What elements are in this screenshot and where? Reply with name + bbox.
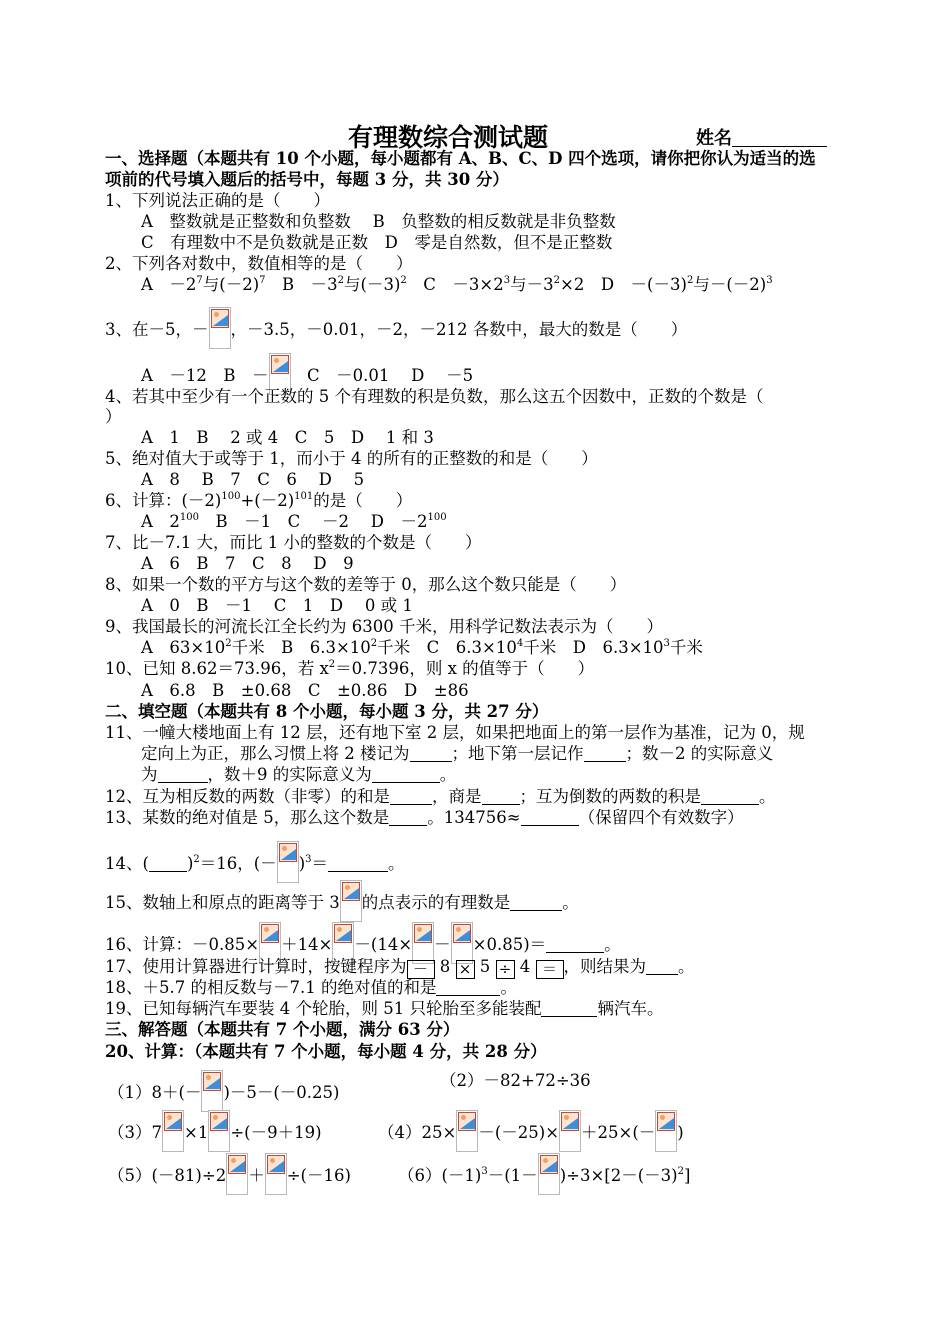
- q20-1a: （1）8＋(－: [108, 1083, 202, 1102]
- q2-b: B －3: [265, 275, 338, 294]
- q11-line3: [141, 764, 456, 785]
- multiply-key: ×: [456, 960, 475, 979]
- q9-d: 千米 D 6.3×10: [523, 638, 664, 657]
- q6-stem-c: 的是（ ）: [313, 491, 413, 510]
- q11-text-a: 定向上为正，那么习惯上将 2 楼记为: [141, 744, 410, 763]
- q15-text-b: 的点表示的有理数是: [361, 893, 511, 912]
- q14-text-g: 。: [388, 854, 405, 873]
- q2-options: [141, 274, 773, 295]
- q12-text-a: 12、互为相反数的两数（非零）的和是: [105, 787, 390, 806]
- q6-stem: [105, 490, 412, 511]
- q14-text-c: ＝16，(－: [199, 854, 277, 873]
- q17-num-2: 5: [479, 957, 491, 976]
- answer-blank[interactable]: [701, 787, 759, 805]
- fraction-image-icon: [201, 1070, 223, 1112]
- q3-stem: [105, 307, 687, 349]
- q20-part5: [108, 1153, 351, 1195]
- q2-c-end: ×2: [560, 275, 585, 294]
- fraction-image-icon: [456, 1110, 478, 1152]
- name-blank[interactable]: [732, 129, 827, 147]
- q10-stem-a: 10、已知 8.62＝73.96，若 x: [105, 659, 329, 678]
- q9-c-exp: 4: [516, 638, 524, 649]
- q2-a-exp1: 7: [196, 275, 203, 286]
- q12-text-c: ；互为倒数的两数的积是: [519, 787, 701, 806]
- q17-text-b: ，则结果为: [563, 957, 646, 976]
- answer-blank[interactable]: [410, 744, 452, 762]
- q20-6a: （6）(－1): [398, 1166, 482, 1185]
- q2-b-mid: 与(－3): [344, 275, 401, 294]
- q20-5c: ÷(－16): [286, 1166, 351, 1185]
- fraction-image-icon: [277, 841, 299, 883]
- q14-text-d: ): [298, 854, 306, 873]
- name-field[interactable]: [696, 124, 827, 150]
- q18-text-a: 18、＋5.7 的相反数与－7.1 的绝对值的和是: [105, 978, 437, 997]
- q20-5a: （5）(－81)÷2: [108, 1166, 227, 1185]
- q8-stem: 8、如果一个数的平方与这个数的差等于 0，那么这个数只能是（ ）: [105, 575, 627, 594]
- q9-stem: 9、我国最长的河流长江全长约为 6300 千米，用科学记数法表示为（ ）: [105, 617, 663, 636]
- q4-stem: 4、若其中至少有一个正数的 5 个有理数的积是负数，那么这五个因数中，正数的个数是（: [105, 387, 764, 406]
- q15-text-a: 15、数轴上和原点的距离等于 3: [105, 893, 340, 912]
- q4-options: A 1 B 2 或 4 C 5 D 1 和 3: [141, 428, 434, 447]
- q10-options: A 6.8 B ±0.68 C ±0.86 D ±86: [141, 681, 469, 700]
- q18: [105, 977, 517, 998]
- q11-text-e: ，数＋9 的实际意义为: [207, 765, 372, 784]
- q6-opt-exp1: 100: [179, 512, 200, 523]
- answer-blank[interactable]: [584, 744, 626, 762]
- q7-stem: 7、比－7.1 大，而比 1 小的整数的个数是（ ）: [105, 533, 482, 552]
- q15-text-c: 。: [562, 893, 579, 912]
- q6-options: [141, 511, 447, 532]
- section3-heading: 三、解答题（本题共有 7 个小题，满分 63 分）: [105, 1020, 460, 1039]
- minus-key: －: [407, 960, 435, 979]
- q3-options-b: C －0.01 D －5: [290, 366, 474, 385]
- q11-text-f: 。: [439, 765, 457, 784]
- q2-d: D －(－3): [584, 275, 687, 294]
- q2-c-exp2: 2: [553, 275, 560, 286]
- q16-text-c: －(14×: [354, 935, 413, 954]
- q2-a-mid: 与(－2): [202, 275, 260, 294]
- q6-stem-a: 6、计算：(－2): [105, 491, 222, 510]
- answer-blank[interactable]: [541, 999, 597, 1017]
- answer-blank[interactable]: [510, 893, 562, 911]
- q11-text-b: ；地下第一层记作: [451, 744, 584, 763]
- q11-text-d: 为: [141, 765, 158, 784]
- q14-text-f: ＝: [311, 854, 328, 873]
- q13: [105, 807, 744, 828]
- q6-exp1: 100: [221, 491, 241, 502]
- q8-options: A 0 B －1 C 1 D 0 或 1: [141, 596, 413, 615]
- q11-text-c: ；数－2 的实际意义: [625, 744, 774, 763]
- q2-d-mid: 与－(－2): [693, 275, 767, 294]
- q9-c: 千米 C 6.3×10: [377, 638, 517, 657]
- q6-stem-b: +(－2): [240, 491, 295, 510]
- q19-text-b: 辆汽车。: [597, 999, 664, 1018]
- fraction-image-icon: [208, 1110, 230, 1152]
- answer-blank[interactable]: [372, 765, 440, 783]
- q12-text-d: 。: [759, 787, 776, 806]
- q2-d-exp1: 2: [686, 275, 694, 286]
- q20-3b: ×1: [184, 1123, 209, 1142]
- fraction-image-icon: [538, 1153, 560, 1195]
- q20-6-exp2: 2: [677, 1166, 684, 1177]
- q2-d-exp2: 3: [766, 275, 773, 286]
- section1-heading: 一、选择题（本题共有 10 个小题，每小题都有 A、B、C、D 四个选项，请你把你认为适当的选: [105, 149, 816, 168]
- q9-b-exp: 2: [370, 638, 378, 649]
- q20-6b: －(1－: [487, 1166, 538, 1185]
- fraction-image-icon: [655, 1110, 677, 1152]
- q9-d-exp: 3: [663, 638, 670, 649]
- q14-text-b: ): [186, 854, 194, 873]
- q11-line2: [141, 743, 773, 764]
- q20-4c: ＋25×(－: [581, 1123, 656, 1142]
- q2-c-mid: 与－3: [510, 275, 554, 294]
- q13-text-b: 。134756≈: [427, 808, 521, 827]
- q2-stem: 2、下列各对数中，数值相等的是（ ）: [105, 254, 413, 273]
- q18-text-b: 。: [500, 978, 517, 997]
- name-label: 姓名: [696, 128, 732, 149]
- answer-blank[interactable]: [646, 957, 678, 975]
- q2-c-exp1: 3: [503, 275, 511, 286]
- fraction-image-icon: [209, 307, 231, 349]
- q6-opt-a: A 2: [141, 512, 180, 531]
- fraction-image-icon: [226, 1153, 248, 1195]
- q1-options-cd: C 有理数中不是负数就是正数 D 零是自然数，但不是正整数: [141, 233, 613, 252]
- q13-text-a: 13、某数的绝对值是 5，那么这个数是: [105, 808, 390, 827]
- q5-options: A 8 B 7 C 6 D 5: [141, 470, 365, 489]
- q9-a: A 63×10: [141, 638, 226, 657]
- divide-key: ÷: [496, 960, 515, 979]
- q14-exp1: 2: [193, 854, 200, 865]
- q20-5b: ＋: [248, 1166, 265, 1185]
- q1-options-ab: A 整数就是正整数和负整数 B 负整数的相反数就是非负整数: [141, 212, 616, 231]
- q2-c: C －3×2: [406, 275, 504, 294]
- q16-text-a: 16、计算：－0.85×: [105, 935, 260, 954]
- answer-blank[interactable]: [521, 808, 579, 826]
- q4-stem-cont: ）: [105, 407, 122, 426]
- answer-blank[interactable]: [149, 854, 187, 872]
- equals-key: ＝: [536, 960, 564, 979]
- section2-heading: 二、填空题（本题共有 8 个小题，每小题 3 分，共 27 分）: [105, 702, 549, 721]
- q20-part3: [108, 1110, 322, 1152]
- q3-options-a: A －12 B －: [141, 366, 269, 385]
- q16-text-e: ×0.85)＝: [472, 935, 547, 954]
- page-title: 有理数综合测试题: [348, 123, 549, 152]
- fraction-image-icon: [559, 1110, 581, 1152]
- q10-exp: 2: [328, 659, 336, 670]
- q17-num-3: 4: [519, 957, 531, 976]
- q10-stem: [105, 658, 594, 679]
- q14-text-a: 14、(: [105, 854, 149, 873]
- q2-a: A －2: [141, 275, 197, 294]
- q19: [105, 998, 663, 1019]
- q6-exp2: 101: [294, 491, 314, 502]
- q16-text-b: ＋14×: [281, 935, 333, 954]
- q16-text-f: 。: [604, 935, 621, 954]
- q20-6d: ]: [683, 1166, 691, 1185]
- q2-b-exp1: 2: [337, 275, 345, 286]
- q15: [105, 880, 579, 922]
- q20-4d: ): [677, 1123, 684, 1142]
- q3-stem-b: ，－3.5，－0.01，－2，－212 各数中，最大的数是（ ）: [230, 320, 688, 339]
- q1-stem: 1、下列说法正确的是（ ）: [105, 191, 330, 210]
- fraction-image-icon: [340, 880, 362, 922]
- q13-text-c: （保留四个有效数字）: [578, 808, 744, 827]
- q20-3a: （3）7: [108, 1123, 162, 1142]
- q9-options: [141, 637, 703, 658]
- q6-opt-b: B －1 C －2 D －2: [199, 512, 428, 531]
- answer-blank[interactable]: [389, 808, 427, 826]
- q9-b: 千米 B 6.3×10: [231, 638, 371, 657]
- q20-heading: 20、计算：（本题共有 7 个小题，每小题 4 分，共 28 分）: [105, 1042, 547, 1061]
- q12: [105, 786, 776, 807]
- q20-part1: [108, 1070, 340, 1112]
- q20-6-exp1: 3: [481, 1166, 488, 1177]
- q19-text-a: 19、已知每辆汽车要装 4 个轮胎，则 51 只轮胎至多能装配: [105, 999, 542, 1018]
- q12-text-b: ，商是: [432, 787, 482, 806]
- q16-text-d: －: [434, 935, 451, 954]
- q9-a-exp: 2: [225, 638, 232, 649]
- q20-3c: ÷(－9＋19): [230, 1123, 322, 1142]
- q2-a-exp2: 7: [259, 275, 266, 286]
- answer-blank[interactable]: [436, 978, 500, 996]
- q17-text-c: 。: [678, 957, 695, 976]
- answer-blank[interactable]: [546, 935, 604, 953]
- q14: [105, 841, 405, 883]
- q3-stem-a: 3、在－5，－: [105, 320, 209, 339]
- answer-blank[interactable]: [158, 765, 208, 783]
- q11-line1: 11、一幢大楼地面上有 12 层，还有地下室 2 层，如果把地面上的第一层作为基准，记为 0，规: [105, 723, 805, 742]
- q20-4a: （4）25×: [378, 1123, 457, 1142]
- q14-exp2: 3: [305, 854, 312, 865]
- q9-end: 千米: [669, 638, 703, 657]
- q17-num-1: 8: [439, 957, 451, 976]
- fraction-image-icon: [265, 1153, 287, 1195]
- q7-options: A 6 B 7 C 8 D 9: [141, 554, 354, 573]
- q17: [105, 956, 695, 979]
- q5-stem: 5、绝对值大于或等于 1，而小于 4 的所有的正整数的和是（ ）: [105, 449, 598, 468]
- fraction-image-icon: [162, 1110, 184, 1152]
- q20-6c: )÷3×[2－(－3): [559, 1166, 678, 1185]
- q17-text-a: 17、使用计算器进行计算时，按键程序为: [105, 957, 407, 976]
- section1-heading-cont: 项前的代号填入题后的括号中，每题 3 分，共 30 分）: [105, 170, 509, 189]
- answer-blank[interactable]: [390, 787, 432, 805]
- q6-opt-exp2: 100: [427, 512, 447, 523]
- q2-b-exp2: 2: [400, 275, 407, 286]
- q20-4b: －(－25)×: [478, 1123, 560, 1142]
- answer-blank[interactable]: [482, 787, 520, 805]
- q20-part2: （2）－82+72÷36: [440, 1071, 591, 1090]
- q20-part6: [398, 1153, 690, 1195]
- q20-1b: )－5－(－0.25): [223, 1083, 340, 1102]
- q10-stem-b: ＝0.7396，则 x 的值等于（ ）: [335, 659, 595, 678]
- q20-part4: [378, 1110, 684, 1152]
- answer-blank[interactable]: [328, 854, 388, 872]
